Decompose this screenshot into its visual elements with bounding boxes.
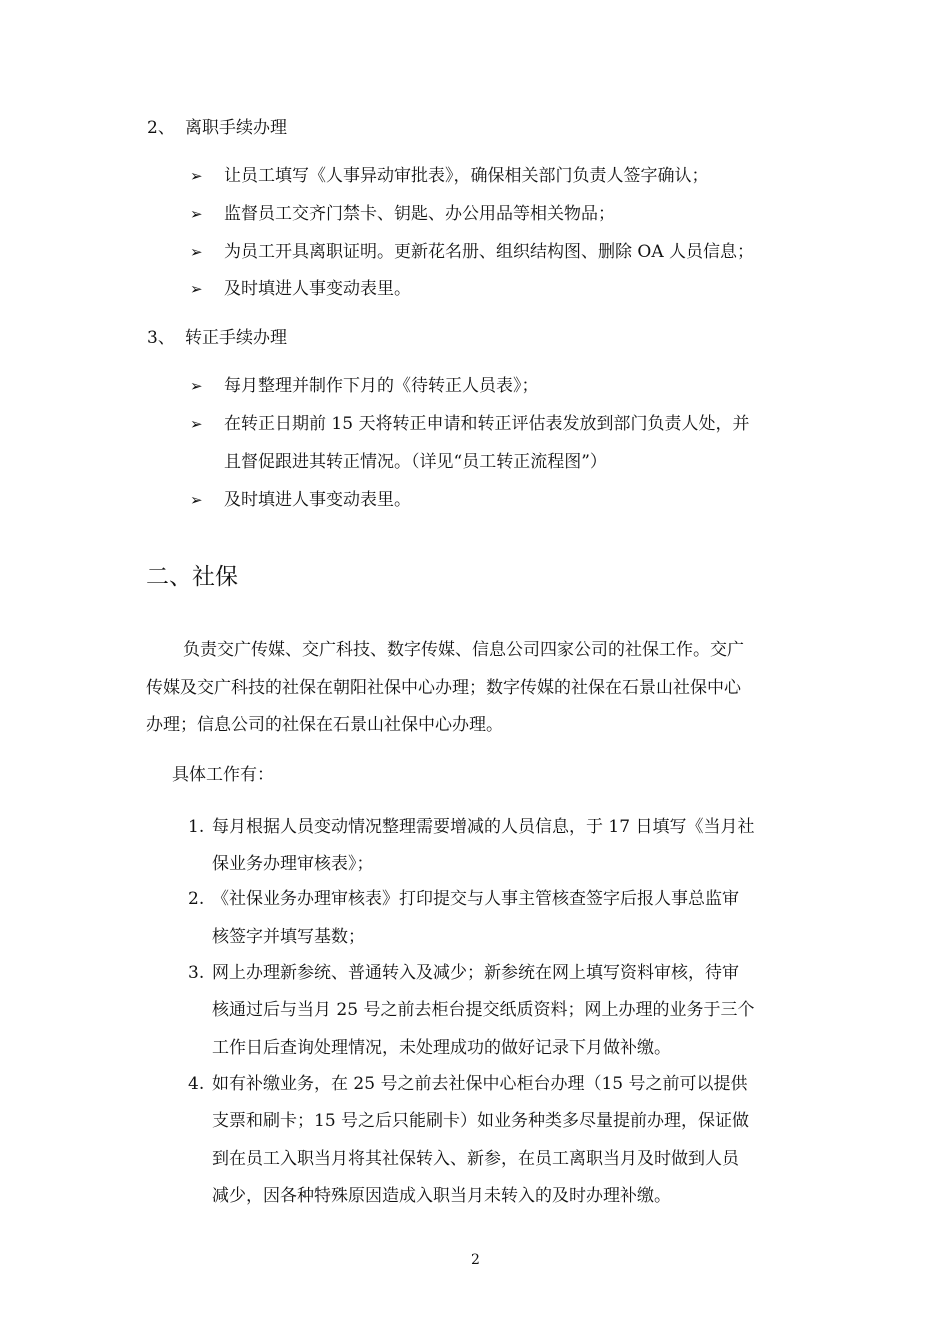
list-item-line: 每月根据人员变动情况整理需要增减的人员信息，于 17 日填写《当月社 (212, 817, 755, 837)
bullet-arrow-icon: ➢ (190, 167, 203, 185)
list-item-line: 到在员工入职当月将其社保转入、新参，在员工离职当月及时做到人员 (212, 1149, 739, 1169)
bullet-arrow-icon: ➢ (190, 280, 203, 298)
list-item-line: 网上办理新参统、普通转入及减少；新参统在网上填写资料审核，待审 (212, 963, 739, 983)
list-item-line: 如有补缴业务，在 25 号之前去社保中心柜台办理（15 号之前可以提供 (212, 1074, 748, 1094)
section-number: 3、 (147, 328, 175, 348)
list-number: 3. (188, 963, 205, 983)
list-item-line: 减少，因各种特殊原因造成入职当月未转入的及时办理补缴。 (212, 1186, 671, 1206)
list-item-line: 核签字并填写基数； (212, 927, 365, 947)
section-number: 2、 (147, 118, 175, 138)
list-item-line: 保业务办理审核表》； (212, 854, 374, 874)
list-item: 每月整理并制作下月的《待转正人员表》； (224, 376, 539, 396)
list-item-line: 工作日后查询处理情况，未处理成功的做好记录下月做补缴。 (212, 1038, 671, 1058)
section-title: 离职手续办理 (185, 118, 287, 138)
paragraph-line: 办理；信息公司的社保在石景山社保中心办理。 (146, 715, 503, 735)
list-item-line: 在转正日期前 15 天将转正申请和转正评估表发放到部门负责人处，并 (224, 414, 750, 434)
paragraph-line: 传媒及交广科技的社保在朝阳社保中心办理；数字传媒的社保在石景山社保中心 (146, 678, 741, 698)
bullet-arrow-icon: ➢ (190, 243, 203, 261)
bullet-arrow-icon: ➢ (190, 377, 203, 395)
tasks-label: 具体工作有： (172, 765, 274, 785)
list-item-line: 且督促跟进其转正情况。（详见“员工转正流程图”） (224, 452, 607, 472)
list-item: 为员工开具离职证明。更新花名册、组织结构图、删除 OA 人员信息； (224, 242, 755, 262)
list-number: 2. (188, 889, 205, 909)
list-item: 监督员工交齐门禁卡、钥匙、办公用品等相关物品； (224, 204, 615, 224)
bullet-arrow-icon: ➢ (190, 415, 203, 433)
paragraph-line: 负责交广传媒、交广科技、数字传媒、信息公司四家公司的社保工作。交广 (183, 640, 744, 660)
bullet-arrow-icon: ➢ (190, 205, 203, 223)
bullet-arrow-icon: ➢ (190, 491, 203, 509)
list-item: 让员工填写《人事异动审批表》，确保相关部门负责人签字确认； (224, 166, 709, 186)
page-number: 2 (471, 1252, 480, 1268)
list-item-line: 核通过后与当月 25 号之前去柜台提交纸质资料；网上办理的业务于三个 (212, 1000, 755, 1020)
list-item: 及时填进人事变动表里。 (224, 490, 411, 510)
list-number: 1. (188, 817, 205, 837)
list-item: 及时填进人事变动表里。 (224, 279, 411, 299)
section-heading: 二、社保 (146, 564, 238, 590)
list-item-line: 支票和刷卡；15 号之后只能刷卡）如业务种类多尽量提前办理，保证做 (212, 1111, 750, 1131)
list-item-line: 《社保业务办理审核表》打印提交与人事主管核查签字后报人事总监审 (212, 889, 739, 909)
list-number: 4. (188, 1074, 205, 1094)
section-title: 转正手续办理 (185, 328, 287, 348)
